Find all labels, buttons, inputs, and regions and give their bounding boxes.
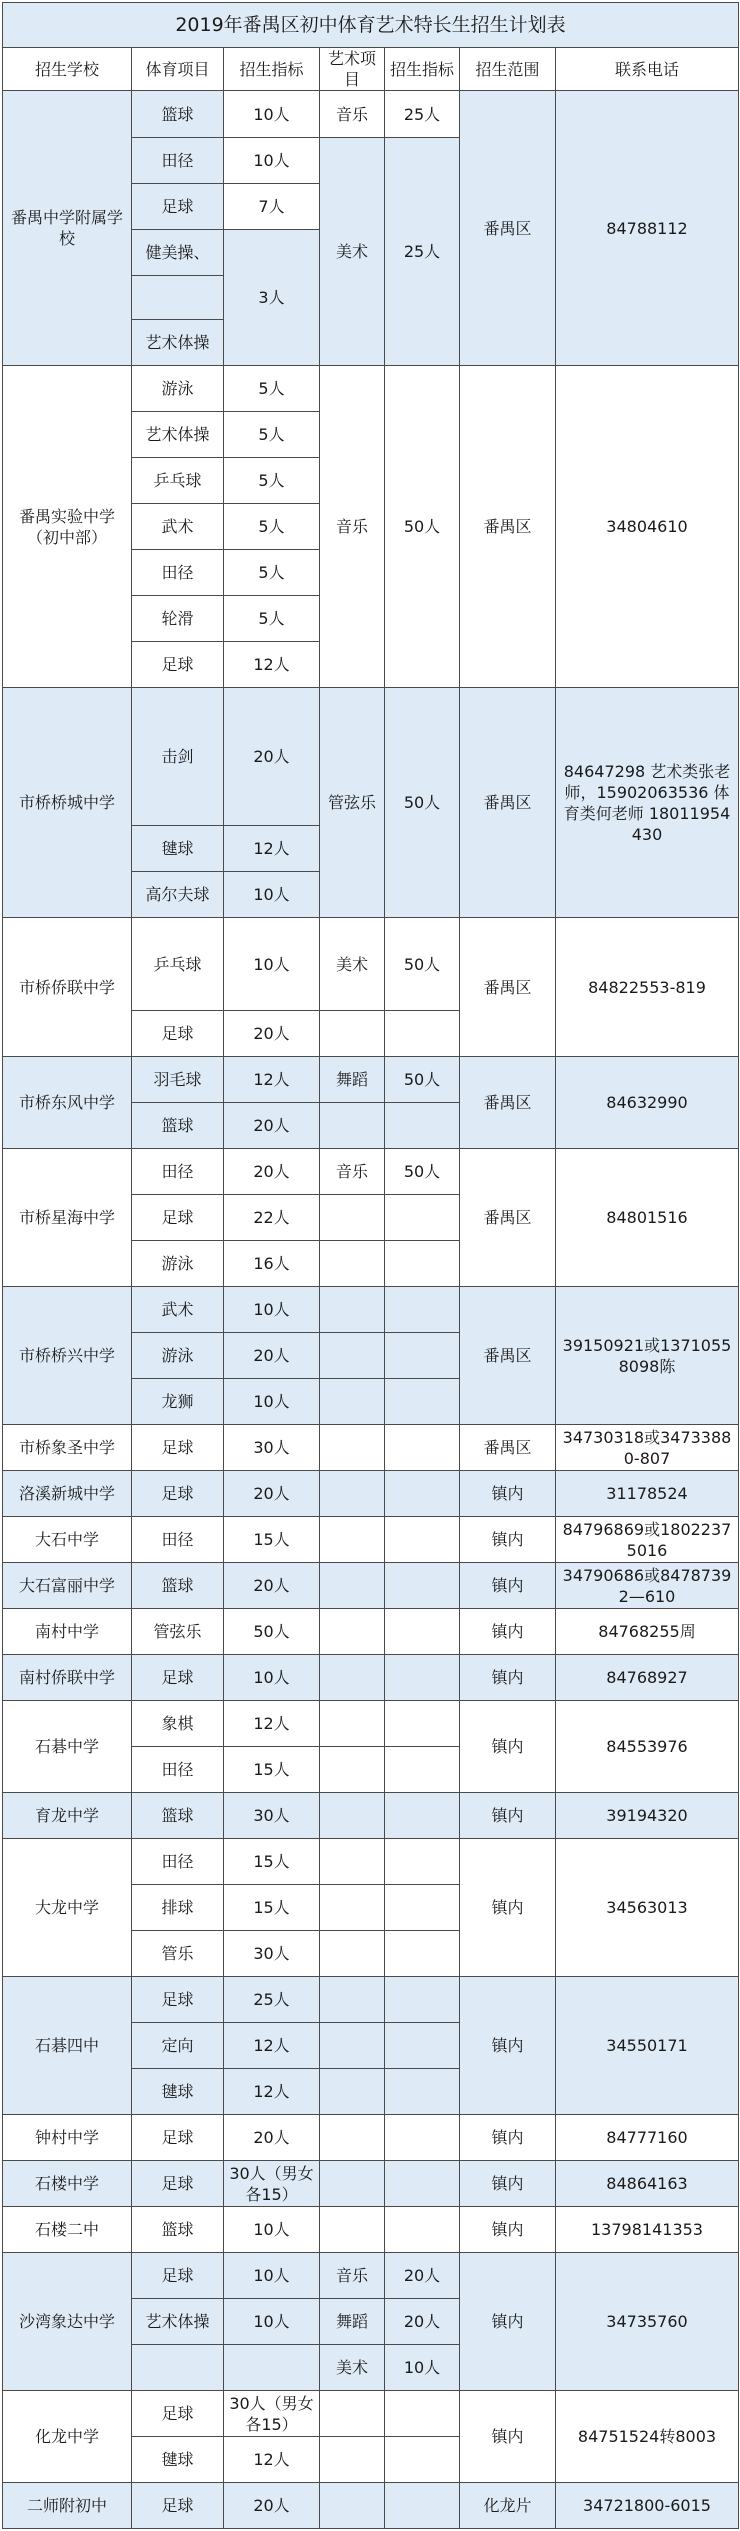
art-item-empty — [320, 2023, 385, 2069]
sport-quota: 10人 — [224, 2253, 320, 2299]
contact-phone: 84647298 艺术类张老师，15902063536 体育类何老师 18011954430 — [556, 688, 739, 918]
art-item: 美术 — [320, 2345, 385, 2391]
contact-phone: 84801516 — [556, 1149, 739, 1287]
sport-quota: 15人 — [224, 1885, 320, 1931]
sport-quota: 7人 — [224, 184, 320, 230]
art-item-empty — [320, 2483, 385, 2529]
art-item-empty — [320, 1103, 385, 1149]
sport-item: 定向 — [132, 2023, 224, 2069]
art-item-empty — [320, 1425, 385, 1471]
contact-phone: 34735760 — [556, 2253, 739, 2391]
sport-item: 田径 — [132, 1747, 224, 1793]
art-item: 音乐 — [320, 2253, 385, 2299]
art-item-empty — [320, 1333, 385, 1379]
sport-item: 游泳 — [132, 366, 224, 412]
enroll-range: 镇内 — [460, 2161, 556, 2207]
art-item-empty — [320, 2115, 385, 2161]
art-quota-empty — [385, 1609, 460, 1655]
sport-quota: 20人 — [224, 1011, 320, 1057]
enroll-range: 番禺区 — [460, 1149, 556, 1287]
sport-item: 羽毛球 — [132, 1057, 224, 1103]
art-quota-empty — [385, 1885, 460, 1931]
table-row — [3, 1839, 739, 1885]
sport-item: 武术 — [132, 1287, 224, 1333]
art-quota-empty — [385, 2391, 460, 2437]
enroll-range: 番禺区 — [460, 688, 556, 918]
sport-quota: 10人 — [224, 1655, 320, 1701]
art-item-empty — [320, 1793, 385, 1839]
sport-item: 田径 — [132, 1149, 224, 1195]
contact-phone: 84796869或18022375016 — [556, 1517, 739, 1563]
art-quota-empty — [385, 1931, 460, 1977]
contact-phone: 31178524 — [556, 1471, 739, 1517]
art-item-empty — [320, 1931, 385, 1977]
art-quota-empty — [385, 2483, 460, 2529]
sport-item: 足球 — [132, 184, 224, 230]
contact-phone: 84822553-819 — [556, 918, 739, 1057]
sport-quota: 12人 — [224, 642, 320, 688]
sport-item: 足球 — [132, 1471, 224, 1517]
sport-quota: 12人 — [224, 1701, 320, 1747]
contact-phone: 84768255周 — [556, 1609, 739, 1655]
header-range: 招生范围 — [460, 48, 556, 91]
contact-phone: 84751524转8003 — [556, 2391, 739, 2483]
art-item-empty — [320, 1977, 385, 2023]
enroll-range: 镇内 — [460, 1609, 556, 1655]
sport-item: 足球 — [132, 2483, 224, 2529]
table-row — [3, 1655, 739, 1701]
school-name: 沙湾象达中学 — [3, 2253, 132, 2391]
sport-quota: 12人 — [224, 2069, 320, 2115]
contact-phone: 84553976 — [556, 1701, 739, 1793]
art-quota-empty — [385, 1103, 460, 1149]
sport-item: 象棋 — [132, 1701, 224, 1747]
sport-item: 排球 — [132, 1885, 224, 1931]
sport-item: 毽球 — [132, 826, 224, 872]
sport-item: 足球 — [132, 642, 224, 688]
art-item: 美术 — [320, 918, 385, 1011]
sport-item: 龙狮 — [132, 1379, 224, 1425]
header-school: 招生学校 — [3, 48, 132, 91]
sport-item-empty — [132, 2345, 224, 2391]
sport-item: 田径 — [132, 138, 224, 184]
table-row — [3, 1793, 739, 1839]
sport-item: 足球 — [132, 1655, 224, 1701]
sport-quota: 20人 — [224, 2115, 320, 2161]
art-item-empty — [320, 1701, 385, 1747]
school-name: 市桥侨联中学 — [3, 918, 132, 1057]
contact-phone: 84864163 — [556, 2161, 739, 2207]
sport-quota-empty — [224, 2345, 320, 2391]
enroll-range: 番禺区 — [460, 366, 556, 688]
school-name: 市桥桥城中学 — [3, 688, 132, 918]
table-row — [3, 1977, 739, 2023]
art-quota-empty — [385, 2069, 460, 2115]
sport-quota: 10人 — [224, 918, 320, 1011]
sport-item: 健美操、 — [132, 230, 224, 276]
sport-item: 高尔夫球 — [132, 872, 224, 918]
sport-quota: 3人 — [224, 230, 320, 366]
sport-item: 管乐 — [132, 1931, 224, 1977]
art-quota-empty — [385, 1517, 460, 1563]
sport-quota: 20人 — [224, 1149, 320, 1195]
art-quota: 50人 — [385, 366, 460, 688]
table-row — [3, 2207, 739, 2253]
sport-item: 篮球 — [132, 1793, 224, 1839]
art-quota-empty — [385, 2437, 460, 2483]
enroll-range: 镇内 — [460, 1793, 556, 1839]
art-quota-empty — [385, 1701, 460, 1747]
sport-quota: 30人 — [224, 1793, 320, 1839]
sport-quota: 10人 — [224, 138, 320, 184]
art-item: 美术 — [320, 138, 385, 366]
sport-item: 管弦乐 — [132, 1609, 224, 1655]
sport-item: 乒乓球 — [132, 458, 224, 504]
art-quota-empty — [385, 2115, 460, 2161]
table-row — [3, 2161, 739, 2207]
sport-item: 轮滑 — [132, 596, 224, 642]
art-item: 音乐 — [320, 91, 385, 138]
contact-phone: 84788112 — [556, 91, 739, 366]
sport-item: 毽球 — [132, 2437, 224, 2483]
enroll-range: 镇内 — [460, 2115, 556, 2161]
school-name: 二师附初中 — [3, 2483, 132, 2529]
sport-item: 游泳 — [132, 1333, 224, 1379]
art-quota-empty — [385, 1425, 460, 1471]
sport-item: 篮球 — [132, 91, 224, 138]
title-row — [3, 3, 739, 48]
sport-item: 毽球 — [132, 2069, 224, 2115]
sport-quota: 22人 — [224, 1195, 320, 1241]
sport-quota: 20人 — [224, 1103, 320, 1149]
sport-quota: 12人 — [224, 1057, 320, 1103]
school-name: 南村中学 — [3, 1609, 132, 1655]
school-name: 市桥星海中学 — [3, 1149, 132, 1287]
art-quota-empty — [385, 1287, 460, 1333]
sport-quota: 5人 — [224, 412, 320, 458]
art-quota-empty — [385, 1977, 460, 2023]
sport-item: 足球 — [132, 1425, 224, 1471]
sport-quota: 5人 — [224, 550, 320, 596]
enroll-range: 番禺区 — [460, 918, 556, 1057]
sport-quota: 10人 — [224, 872, 320, 918]
sport-quota: 20人 — [224, 1563, 320, 1609]
art-item-empty — [320, 1747, 385, 1793]
sport-quota: 10人 — [224, 2299, 320, 2345]
art-quota: 20人 — [385, 2253, 460, 2299]
enroll-range: 镇内 — [460, 2253, 556, 2391]
contact-phone: 34721800-6015 — [556, 2483, 739, 2529]
sport-item: 艺术体操 — [132, 320, 224, 366]
art-quota-empty — [385, 1655, 460, 1701]
art-quota: 50人 — [385, 688, 460, 918]
sport-item: 足球 — [132, 2391, 224, 2437]
table-row — [3, 1517, 739, 1563]
contact-phone: 13798141353 — [556, 2207, 739, 2253]
school-name: 大石富丽中学 — [3, 1563, 132, 1609]
school-name: 石碁四中 — [3, 1977, 132, 2115]
contact-phone: 34790686或84787392—610 — [556, 1563, 739, 1609]
art-quota-empty — [385, 1241, 460, 1287]
header-row — [3, 48, 739, 91]
sport-item: 足球 — [132, 2161, 224, 2207]
table-row — [3, 1563, 739, 1609]
table-row — [3, 1609, 739, 1655]
school-name: 育龙中学 — [3, 1793, 132, 1839]
plan-table-container — [2, 2, 738, 2529]
table-row — [3, 2483, 739, 2529]
enroll-range: 镇内 — [460, 1655, 556, 1701]
enroll-range: 镇内 — [460, 1471, 556, 1517]
art-quota-empty — [385, 1747, 460, 1793]
sport-quota: 15人 — [224, 1747, 320, 1793]
art-item-empty — [320, 2391, 385, 2437]
enroll-range: 番禺区 — [460, 91, 556, 366]
school-name: 石碁中学 — [3, 1701, 132, 1793]
art-item-empty — [320, 1471, 385, 1517]
sport-item: 游泳 — [132, 1241, 224, 1287]
art-quota: 20人 — [385, 2299, 460, 2345]
table-row — [3, 688, 739, 826]
sport-quota: 10人 — [224, 91, 320, 138]
art-quota: 25人 — [385, 91, 460, 138]
sport-quota: 5人 — [224, 366, 320, 412]
sport-quota: 10人 — [224, 1379, 320, 1425]
art-item-empty — [320, 1563, 385, 1609]
table-row — [3, 1425, 739, 1471]
enroll-range: 镇内 — [460, 2391, 556, 2483]
enroll-range: 镇内 — [460, 1701, 556, 1793]
enroll-range: 镇内 — [460, 1839, 556, 1977]
art-quota-empty — [385, 1793, 460, 1839]
sport-item: 田径 — [132, 1839, 224, 1885]
school-name: 大石中学 — [3, 1517, 132, 1563]
enroll-range: 镇内 — [460, 1517, 556, 1563]
sport-quota: 5人 — [224, 504, 320, 550]
sport-quota: 16人 — [224, 1241, 320, 1287]
sport-quota: 15人 — [224, 1517, 320, 1563]
sport-item: 篮球 — [132, 1103, 224, 1149]
table-row — [3, 91, 739, 138]
sport-item: 艺术体操 — [132, 2299, 224, 2345]
school-name: 洛溪新城中学 — [3, 1471, 132, 1517]
sport-item: 艺术体操 — [132, 412, 224, 458]
contact-phone: 34804610 — [556, 366, 739, 688]
school-name: 大龙中学 — [3, 1839, 132, 1977]
sport-quota: 5人 — [224, 596, 320, 642]
sport-quota: 30人（男女各15） — [224, 2161, 320, 2207]
sport-quota: 25人 — [224, 1977, 320, 2023]
sport-item: 乒乓球 — [132, 918, 224, 1011]
art-quota-empty — [385, 2207, 460, 2253]
art-item-empty — [320, 2069, 385, 2115]
table-row — [3, 1701, 739, 1747]
enroll-range: 番禺区 — [460, 1425, 556, 1471]
table-row — [3, 1287, 739, 1333]
school-name: 番禺中学附属学校 — [3, 91, 132, 366]
school-name: 钟村中学 — [3, 2115, 132, 2161]
contact-phone: 84777160 — [556, 2115, 739, 2161]
school-name: 石楼中学 — [3, 2161, 132, 2207]
art-quota-empty — [385, 1839, 460, 1885]
art-item-empty — [320, 2161, 385, 2207]
art-quota-empty — [385, 1333, 460, 1379]
sport-quota: 30人（男女各15） — [224, 2391, 320, 2437]
sport-quota: 12人 — [224, 826, 320, 872]
table-row — [3, 1057, 739, 1103]
art-item-empty — [320, 1287, 385, 1333]
sport-quota: 20人 — [224, 688, 320, 826]
art-quota-empty — [385, 1563, 460, 1609]
art-quota: 50人 — [385, 1149, 460, 1195]
contact-phone: 39150921或13710558098陈 — [556, 1287, 739, 1425]
art-quota: 25人 — [385, 138, 460, 366]
art-quota: 10人 — [385, 2345, 460, 2391]
table-row — [3, 918, 739, 1011]
art-quota: 50人 — [385, 918, 460, 1011]
sport-quota: 20人 — [224, 2483, 320, 2529]
table-title: 2019年番禺区初中体育艺术特长生招生计划表 — [3, 3, 739, 48]
art-quota-empty — [385, 1195, 460, 1241]
table-row — [3, 1471, 739, 1517]
sport-quota: 30人 — [224, 1931, 320, 1977]
contact-phone: 34550171 — [556, 1977, 739, 2115]
art-item-empty — [320, 1195, 385, 1241]
sport-quota: 20人 — [224, 1471, 320, 1517]
school-name: 南村侨联中学 — [3, 1655, 132, 1701]
art-item-empty — [320, 1839, 385, 1885]
sport-quota: 30人 — [224, 1425, 320, 1471]
header-phone: 联系电话 — [556, 48, 739, 91]
enroll-range: 化龙片 — [460, 2483, 556, 2529]
enroll-range: 番禺区 — [460, 1287, 556, 1425]
sport-item-empty — [132, 276, 224, 320]
art-quota-empty — [385, 2023, 460, 2069]
art-item-empty — [320, 1517, 385, 1563]
art-quota-empty — [385, 1471, 460, 1517]
contact-phone: 84768927 — [556, 1655, 739, 1701]
sport-quota: 5人 — [224, 458, 320, 504]
school-name: 番禺实验中学（初中部） — [3, 366, 132, 688]
school-name: 市桥桥兴中学 — [3, 1287, 132, 1425]
sport-quota: 50人 — [224, 1609, 320, 1655]
sport-item: 足球 — [132, 1195, 224, 1241]
header-sport-quota: 招生指标 — [224, 48, 320, 91]
enroll-range: 镇内 — [460, 2207, 556, 2253]
contact-phone: 34730318或34733880-807 — [556, 1425, 739, 1471]
header-art-quota: 招生指标 — [385, 48, 460, 91]
sport-item: 武术 — [132, 504, 224, 550]
enroll-range: 镇内 — [460, 1563, 556, 1609]
sport-item: 篮球 — [132, 1563, 224, 1609]
sport-quota: 12人 — [224, 2437, 320, 2483]
sport-quota: 20人 — [224, 1333, 320, 1379]
sport-item: 田径 — [132, 550, 224, 596]
art-item-empty — [320, 1241, 385, 1287]
enroll-range: 镇内 — [460, 1977, 556, 2115]
art-item: 音乐 — [320, 366, 385, 688]
art-item-empty — [320, 1011, 385, 1057]
header-sport: 体育项目 — [132, 48, 224, 91]
header-art: 艺术项目 — [320, 48, 385, 91]
table-row — [3, 2253, 739, 2299]
art-item: 舞蹈 — [320, 1057, 385, 1103]
enroll-range: 番禺区 — [460, 1057, 556, 1149]
table-row — [3, 1149, 739, 1195]
sport-item: 足球 — [132, 2115, 224, 2161]
sport-item: 足球 — [132, 2253, 224, 2299]
art-item-empty — [320, 1885, 385, 1931]
art-item-empty — [320, 2207, 385, 2253]
art-item: 管弦乐 — [320, 688, 385, 918]
art-item-empty — [320, 1655, 385, 1701]
table-row — [3, 2115, 739, 2161]
art-quota: 50人 — [385, 1057, 460, 1103]
school-name: 市桥东风中学 — [3, 1057, 132, 1149]
art-quota-empty — [385, 1011, 460, 1057]
art-quota-empty — [385, 1379, 460, 1425]
sport-quota: 12人 — [224, 2023, 320, 2069]
sport-quota: 15人 — [224, 1839, 320, 1885]
contact-phone: 84632990 — [556, 1057, 739, 1149]
sport-item: 篮球 — [132, 2207, 224, 2253]
contact-phone: 39194320 — [556, 1793, 739, 1839]
table-row — [3, 366, 739, 412]
art-item: 舞蹈 — [320, 2299, 385, 2345]
sport-quota: 10人 — [224, 1287, 320, 1333]
art-quota-empty — [385, 2161, 460, 2207]
school-name: 化龙中学 — [3, 2391, 132, 2483]
art-item: 音乐 — [320, 1149, 385, 1195]
sport-item: 田径 — [132, 1517, 224, 1563]
table-row — [3, 2391, 739, 2437]
school-name: 石楼二中 — [3, 2207, 132, 2253]
contact-phone: 34563013 — [556, 1839, 739, 1977]
art-item-empty — [320, 2437, 385, 2483]
sport-item: 击剑 — [132, 688, 224, 826]
art-item-empty — [320, 1609, 385, 1655]
school-name: 市桥象圣中学 — [3, 1425, 132, 1471]
art-item-empty — [320, 1379, 385, 1425]
sport-item: 足球 — [132, 1011, 224, 1057]
plan-table — [2, 2, 739, 2529]
sport-item: 足球 — [132, 1977, 224, 2023]
sport-quota: 10人 — [224, 2207, 320, 2253]
